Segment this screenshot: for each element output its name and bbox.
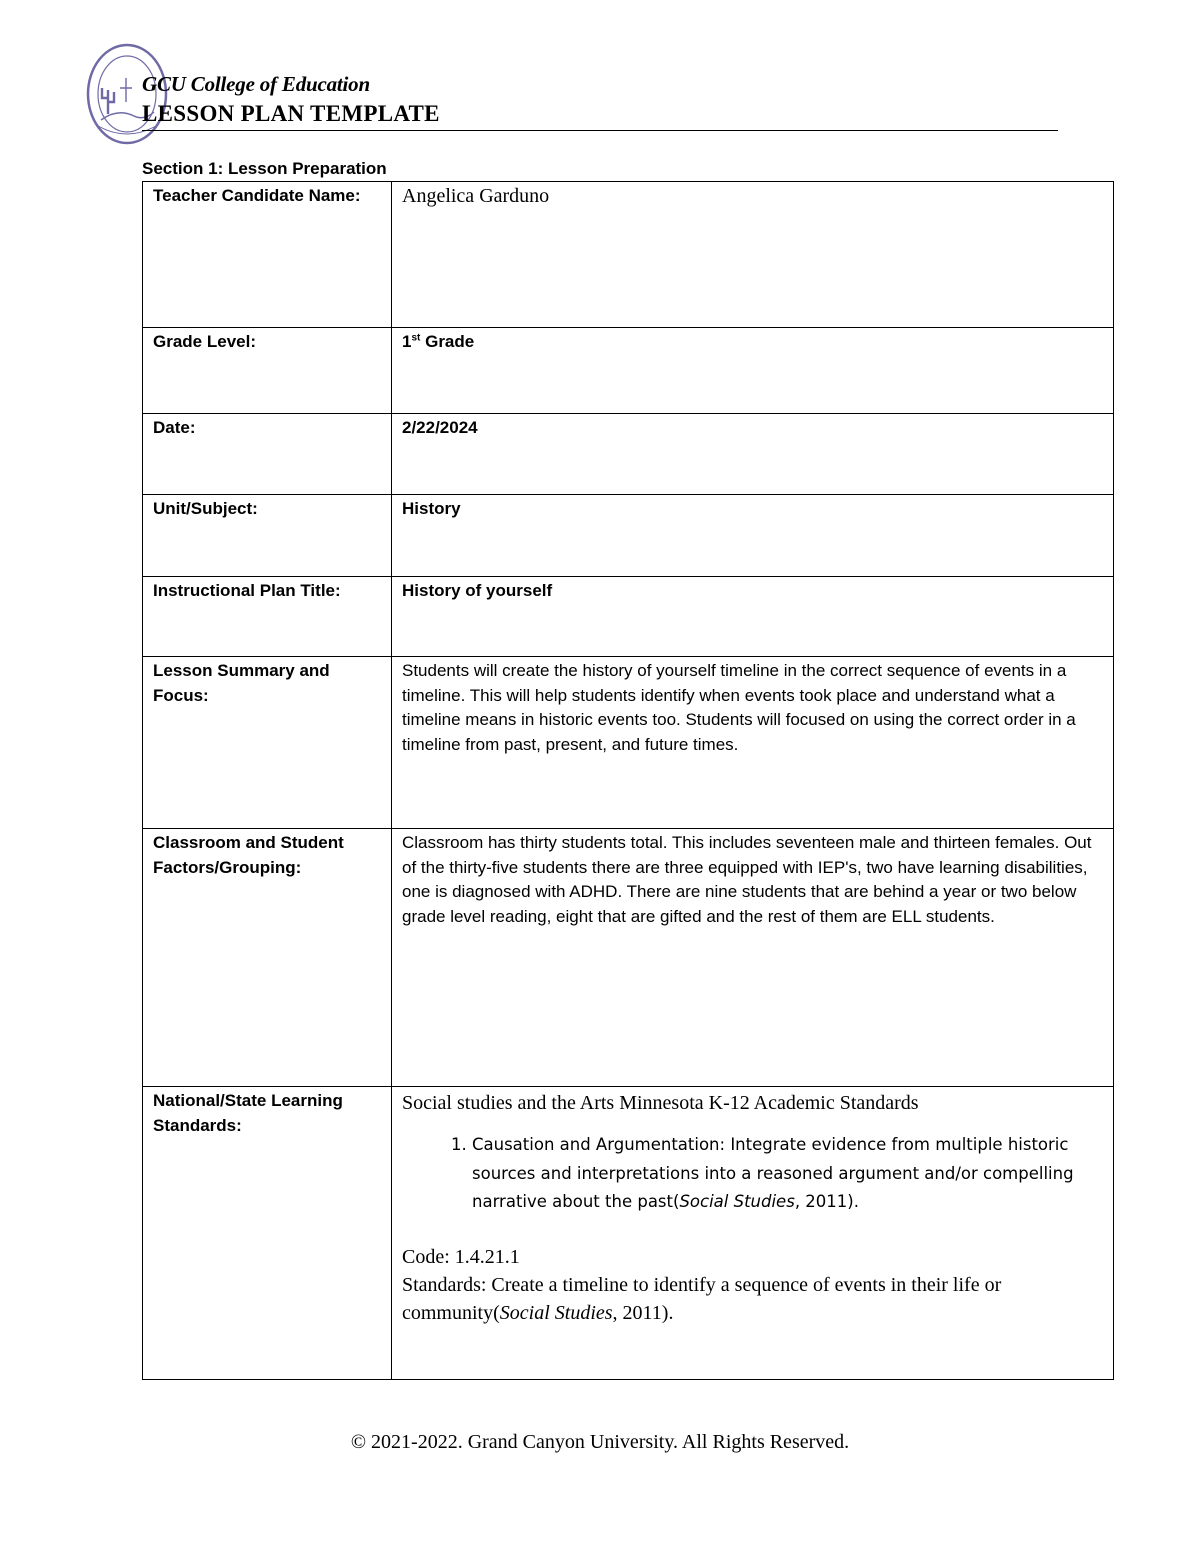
table-row bbox=[143, 829, 1114, 1087]
plan-title-value: History of yourself bbox=[392, 577, 1114, 657]
lesson-summary-value: Students will create the history of yourself timeline in the correct sequence of events in a timeline. This will help students identify when events took place and understand what a timeline means in historic events too. Students will focused on using the correct order in a timeline from past, present, and future times. bbox=[392, 657, 1114, 829]
teacher-name-value bbox=[392, 182, 1114, 328]
copyright-footer: © 2021-2022. Grand Canyon University. All Rights Reserved. bbox=[350, 1431, 850, 1453]
unit-subject-label: Unit/Subject: bbox=[143, 495, 392, 577]
standard-description bbox=[402, 1271, 1104, 1327]
grade-level-value bbox=[392, 328, 1114, 414]
learning-standards-label: National/State Learning Standards: bbox=[143, 1087, 392, 1380]
table-row bbox=[143, 1087, 1114, 1380]
title-divider bbox=[142, 130, 1058, 131]
grade-level-label: Grade Level: bbox=[143, 328, 392, 414]
standard-item-text: Causation and Argumentation: Integrate evidence from multiple historic sources and interpretations into a reasoned argument and/or compelling narrative about the past( bbox=[472, 1135, 1074, 1211]
plan-title-label: Instructional Plan Title: bbox=[143, 577, 392, 657]
date-value: 2/22/2024 bbox=[392, 414, 1114, 495]
learning-standards-value bbox=[392, 1087, 1114, 1380]
table-row bbox=[143, 495, 1114, 577]
table-row bbox=[143, 182, 1114, 328]
date-label: Date: bbox=[143, 414, 392, 495]
list-item bbox=[472, 1131, 1104, 1217]
unit-subject-value: History bbox=[392, 495, 1114, 577]
grade-number: 1 bbox=[402, 332, 412, 351]
standard-description-end: , 2011). bbox=[612, 1301, 674, 1324]
teacher-name-label: Teacher Candidate Name: bbox=[143, 182, 392, 328]
standard-item-citation: Social Studies bbox=[679, 1192, 795, 1211]
grade-suffix: Grade bbox=[420, 332, 475, 351]
lesson-summary-label: Lesson Summary and Focus: bbox=[143, 657, 392, 829]
standards-heading: Social studies and the Arts Minnesota K-12 Academic Standards bbox=[402, 1092, 919, 1114]
classroom-factors-label: Classroom and Student Factors/Grouping: bbox=[143, 829, 392, 1087]
table-row bbox=[143, 414, 1114, 495]
table-row bbox=[143, 657, 1114, 829]
standards-list bbox=[402, 1131, 1104, 1217]
table-row bbox=[143, 328, 1114, 414]
standard-item-end: , 2011). bbox=[794, 1192, 859, 1211]
document-title: LESSON PLAN TEMPLATE bbox=[142, 101, 440, 126]
standard-description-text: Standards: Create a timeline to identify a sequence of events in their life or community( bbox=[402, 1273, 1002, 1324]
table-row bbox=[143, 577, 1114, 657]
grade-ordinal: st bbox=[411, 332, 421, 344]
lesson-plan-table bbox=[142, 181, 1114, 1380]
college-name: GCU College of Education bbox=[142, 72, 370, 96]
classroom-factors-value: Classroom has thirty students total. This includes seventeen male and thirteen females. Out of the thirty-five students there are three equipped with IEP's, two have learning disabilities, one is diagnosed with ADHD. There are nine students that are behind a year or two below grade level reading, eight that are gifted and the rest of them are ELL students. bbox=[392, 829, 1114, 1087]
standard-description-citation: Social Studies bbox=[499, 1301, 613, 1324]
section-heading: Section 1: Lesson Preparation bbox=[142, 159, 387, 178]
teacher-name-text: Angelica Garduno bbox=[402, 185, 550, 207]
standard-code: Code: 1.4.21.1 bbox=[402, 1245, 520, 1268]
